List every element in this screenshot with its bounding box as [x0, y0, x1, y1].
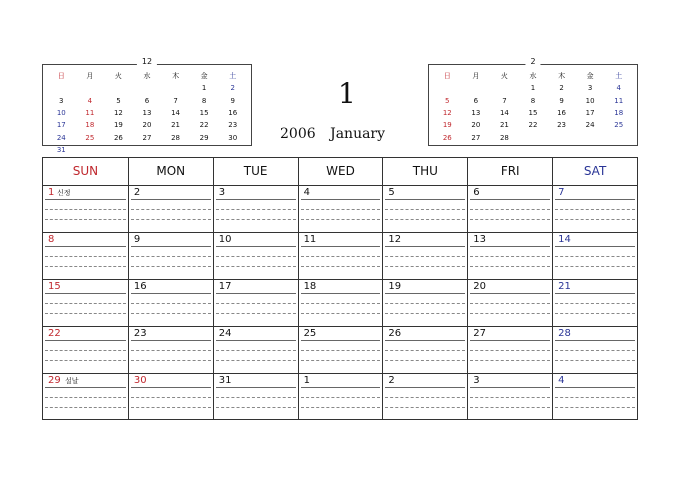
day-number: 1	[48, 187, 55, 198]
month-name-label: January	[330, 126, 386, 142]
writing-line	[555, 293, 635, 294]
day-cell[interactable]	[298, 327, 383, 373]
day-cell[interactable]	[213, 327, 298, 373]
day-number: 13	[473, 234, 487, 245]
mini-day: 21	[499, 121, 509, 130]
day-cell[interactable]	[382, 233, 467, 279]
writing-line	[131, 303, 211, 304]
prev-month-grid	[47, 70, 247, 154]
writing-line	[555, 256, 635, 257]
writing-line	[216, 199, 296, 200]
writing-line	[216, 246, 296, 247]
writing-line	[131, 387, 211, 388]
writing-line	[555, 350, 635, 351]
writing-line	[470, 387, 550, 388]
mini-day: 12	[113, 109, 123, 118]
writing-line	[216, 293, 296, 294]
day-number: 18	[303, 281, 317, 292]
mini-day: 7	[502, 96, 507, 105]
writing-line	[131, 209, 211, 210]
writing-line	[45, 266, 126, 267]
mini-weekday: 水	[143, 72, 151, 81]
writing-line	[131, 407, 211, 408]
writing-line	[385, 397, 465, 398]
day-cell[interactable]	[382, 374, 467, 419]
day-number: 14	[558, 234, 571, 245]
writing-line	[45, 303, 126, 304]
mini-day: 6	[144, 96, 150, 105]
writing-line	[555, 246, 635, 247]
day-cell[interactable]	[467, 280, 552, 326]
mini-day: 18	[85, 121, 95, 130]
mini-day: 20	[142, 121, 152, 130]
writing-line	[470, 407, 550, 408]
writing-line	[216, 407, 296, 408]
mini-day: 27	[142, 133, 152, 142]
day-header-mon: MON	[128, 158, 213, 185]
mini-day: 31	[56, 145, 66, 154]
writing-line	[301, 246, 381, 247]
writing-line	[301, 266, 381, 267]
day-cell[interactable]	[552, 374, 637, 419]
day-number: 4	[303, 187, 310, 198]
writing-line	[385, 360, 465, 361]
writing-line	[470, 397, 550, 398]
day-number: 29	[48, 375, 61, 386]
writing-line	[216, 350, 296, 351]
writing-line	[385, 199, 465, 200]
day-cell[interactable]	[43, 280, 128, 326]
mini-day: 7	[173, 96, 178, 105]
day-number: 23	[133, 328, 147, 339]
writing-line	[45, 256, 126, 257]
writing-line	[216, 360, 296, 361]
day-number: 2	[133, 187, 141, 198]
writing-line	[470, 199, 550, 200]
writing-line	[470, 303, 550, 304]
writing-line	[45, 199, 126, 200]
mini-day: 29	[199, 133, 209, 142]
mini-day: 1	[201, 84, 207, 93]
writing-line	[470, 350, 550, 351]
writing-line	[131, 397, 211, 398]
writing-line	[301, 256, 381, 257]
day-cell[interactable]	[382, 280, 467, 326]
mini-day: 5	[445, 96, 450, 105]
mini-day: 3	[59, 96, 64, 105]
day-cell[interactable]	[43, 233, 128, 279]
day-number: 8	[48, 234, 55, 245]
writing-line	[131, 219, 211, 220]
day-cell[interactable]	[128, 186, 213, 232]
year-label: 2006	[280, 126, 316, 142]
writing-line	[301, 293, 381, 294]
day-number: 22	[48, 328, 61, 339]
writing-line	[45, 209, 126, 210]
writing-line	[301, 199, 381, 200]
mini-day: 15	[199, 109, 209, 118]
mini-weekday: 月	[86, 72, 94, 81]
writing-line	[216, 256, 296, 257]
day-cell[interactable]	[552, 186, 637, 232]
day-header-sun: SUN	[72, 164, 99, 178]
writing-line	[131, 350, 211, 351]
mini-day: 2	[559, 84, 564, 93]
next-month-grid	[433, 70, 633, 143]
writing-line	[301, 387, 381, 388]
day-header-tue: TUE	[213, 158, 298, 185]
mini-weekday: 水	[529, 72, 537, 81]
writing-line	[470, 313, 550, 314]
day-cell[interactable]	[467, 374, 552, 419]
writing-line	[470, 293, 550, 294]
day-cell[interactable]	[467, 327, 552, 373]
holiday-note: 설날	[65, 377, 79, 385]
day-cell[interactable]	[43, 327, 128, 373]
mini-day: 25	[614, 121, 624, 130]
mini-weekday: 土	[615, 72, 623, 81]
day-cell[interactable]	[128, 374, 213, 419]
writing-line	[301, 219, 381, 220]
day-number: 25	[303, 328, 317, 339]
day-number: 30	[133, 375, 147, 386]
writing-line	[470, 266, 550, 267]
day-cell[interactable]	[213, 186, 298, 232]
writing-line	[385, 219, 465, 220]
mini-day: 14	[499, 109, 509, 118]
day-cell[interactable]	[213, 374, 298, 419]
writing-line	[45, 293, 126, 294]
mini-day: 10	[56, 109, 66, 118]
mini-day: 16	[228, 109, 238, 118]
writing-line	[470, 246, 550, 247]
day-number: 7	[558, 187, 565, 198]
day-cell[interactable]	[382, 327, 467, 373]
writing-line	[301, 407, 381, 408]
day-number: 10	[218, 234, 232, 245]
writing-line	[555, 313, 635, 314]
writing-line	[555, 266, 635, 267]
mini-day: 22	[528, 121, 538, 130]
mini-day: 8	[530, 96, 536, 105]
writing-line	[45, 313, 126, 314]
day-cell[interactable]	[298, 233, 383, 279]
writing-line	[470, 219, 550, 220]
day-number: 26	[388, 328, 402, 339]
day-header-row	[43, 158, 637, 186]
writing-line	[385, 407, 465, 408]
day-number: 20	[473, 281, 487, 292]
mini-day: 6	[473, 96, 479, 105]
next-month-label: 2	[525, 56, 540, 68]
writing-line	[470, 256, 550, 257]
week-row	[43, 374, 637, 419]
writing-line	[45, 397, 126, 398]
writing-line	[555, 360, 635, 361]
day-number: 31	[218, 375, 232, 386]
mini-day: 25	[85, 133, 95, 142]
writing-line	[555, 209, 635, 210]
day-cell[interactable]	[128, 233, 213, 279]
mini-day: 17	[585, 109, 595, 118]
mini-day: 15	[528, 109, 538, 118]
mini-day: 18	[614, 109, 624, 118]
day-number: 9	[133, 234, 141, 245]
writing-line	[45, 387, 126, 388]
writing-line	[470, 360, 550, 361]
mini-day: 9	[230, 96, 235, 105]
writing-line	[216, 219, 296, 220]
day-cell[interactable]	[467, 233, 552, 279]
writing-line	[470, 340, 550, 341]
writing-line	[385, 209, 465, 210]
day-cell[interactable]	[128, 327, 213, 373]
writing-line	[131, 360, 211, 361]
writing-line	[555, 199, 635, 200]
mini-day: 27	[471, 133, 481, 142]
day-cell[interactable]	[128, 280, 213, 326]
writing-line	[385, 313, 465, 314]
holiday-note: 신정	[57, 189, 71, 197]
day-number: 16	[133, 281, 147, 292]
writing-line	[45, 246, 126, 247]
mini-weekday: 木	[558, 72, 566, 81]
mini-day: 13	[471, 109, 481, 118]
mini-day: 3	[587, 84, 593, 93]
mini-day: 13	[142, 109, 152, 118]
day-number: 11	[303, 234, 317, 245]
mini-day: 12	[442, 109, 452, 118]
week-row	[43, 280, 637, 327]
writing-line	[216, 340, 296, 341]
mini-day: 8	[201, 96, 207, 105]
mini-weekday: 木	[172, 72, 180, 81]
mini-day: 1	[530, 84, 536, 93]
mini-day: 2	[230, 84, 235, 93]
day-cell[interactable]	[298, 280, 383, 326]
next-month-mini-calendar	[428, 57, 638, 146]
writing-line	[131, 246, 211, 247]
writing-line	[131, 313, 211, 314]
mini-day: 14	[171, 109, 181, 118]
mini-day: 17	[56, 121, 66, 130]
day-cell[interactable]	[298, 374, 383, 419]
day-header-sat: SAT	[552, 158, 637, 185]
week-row	[43, 186, 637, 233]
mini-day: 5	[116, 96, 121, 105]
writing-line	[385, 350, 465, 351]
mini-day: 23	[557, 121, 567, 130]
mini-weekday: 金	[586, 72, 594, 81]
mini-day: 26	[113, 133, 123, 142]
mini-day: 24	[585, 121, 595, 130]
writing-line	[385, 293, 465, 294]
prev-month-mini-calendar	[42, 57, 252, 154]
writing-line	[216, 313, 296, 314]
writing-line	[385, 266, 465, 267]
mini-weekday: 火	[500, 72, 508, 81]
main-calendar	[42, 157, 638, 420]
writing-line	[555, 387, 635, 388]
mini-day: 9	[559, 96, 564, 105]
day-number: 12	[388, 234, 402, 245]
mini-day: 24	[56, 133, 66, 142]
calendar-weeks	[43, 186, 637, 419]
writing-line	[45, 340, 126, 341]
writing-line	[385, 256, 465, 257]
writing-line	[385, 246, 465, 247]
day-cell[interactable]	[382, 186, 467, 232]
writing-line	[216, 397, 296, 398]
day-cell[interactable]	[43, 374, 128, 419]
year-month-title	[280, 124, 410, 144]
day-cell[interactable]	[213, 233, 298, 279]
day-cell[interactable]	[552, 233, 637, 279]
writing-line	[301, 340, 381, 341]
mini-day: 19	[442, 121, 452, 130]
writing-line	[45, 360, 126, 361]
writing-line	[131, 340, 211, 341]
day-number: 3	[473, 375, 480, 386]
writing-line	[45, 350, 126, 351]
mini-day: 11	[85, 109, 95, 118]
mini-day: 28	[499, 133, 509, 142]
day-number: 27	[473, 328, 487, 339]
week-row	[43, 233, 637, 280]
writing-line	[470, 209, 550, 210]
writing-line	[131, 293, 211, 294]
mini-day: 23	[228, 121, 238, 130]
mini-weekday: 火	[114, 72, 122, 81]
writing-line	[216, 303, 296, 304]
day-number: 21	[558, 281, 571, 292]
writing-line	[301, 397, 381, 398]
writing-line	[131, 199, 211, 200]
day-number: 17	[218, 281, 232, 292]
mini-day: 22	[199, 121, 209, 130]
day-cell[interactable]	[43, 186, 128, 232]
mini-weekday: 月	[472, 72, 480, 81]
writing-line	[131, 256, 211, 257]
week-row	[43, 327, 637, 374]
mini-weekday: 日	[57, 72, 65, 81]
mini-weekday: 土	[229, 72, 237, 81]
day-number: 15	[48, 281, 61, 292]
day-cell[interactable]	[298, 186, 383, 232]
mini-day: 19	[113, 121, 123, 130]
mini-day: 10	[585, 96, 595, 105]
writing-line	[555, 340, 635, 341]
writing-line	[555, 407, 635, 408]
day-number: 6	[473, 187, 480, 198]
mini-day: 20	[471, 121, 481, 130]
month-number: 1	[338, 77, 356, 110]
writing-line	[45, 219, 126, 220]
writing-line	[216, 387, 296, 388]
writing-line	[301, 209, 381, 210]
writing-line	[385, 340, 465, 341]
day-number: 19	[388, 281, 402, 292]
day-number: 5	[388, 187, 395, 198]
day-number: 4	[558, 375, 565, 386]
prev-month-label: 12	[137, 56, 157, 68]
writing-line	[301, 313, 381, 314]
day-number: 28	[558, 328, 571, 339]
day-number: 2	[388, 375, 395, 386]
day-header-thu: THU	[382, 158, 467, 185]
mini-weekday: 金	[200, 72, 208, 81]
day-cell[interactable]	[552, 327, 637, 373]
day-number: 3	[218, 187, 226, 198]
writing-line	[555, 219, 635, 220]
writing-line	[385, 387, 465, 388]
mini-day: 11	[614, 96, 624, 105]
writing-line	[45, 407, 126, 408]
mini-weekday: 日	[443, 72, 451, 81]
mini-day: 30	[228, 133, 238, 142]
mini-day: 21	[171, 121, 181, 130]
mini-day: 4	[616, 84, 621, 93]
mini-day: 26	[442, 133, 452, 142]
writing-line	[301, 360, 381, 361]
writing-line	[385, 303, 465, 304]
writing-line	[216, 209, 296, 210]
writing-line	[301, 350, 381, 351]
mini-day: 4	[87, 96, 93, 105]
writing-line	[131, 266, 211, 267]
writing-line	[555, 303, 635, 304]
day-cell[interactable]	[552, 280, 637, 326]
day-header-fri: FRI	[467, 158, 552, 185]
day-header-wed: WED	[298, 158, 383, 185]
day-number: 1	[303, 375, 310, 386]
day-cell[interactable]	[213, 280, 298, 326]
writing-line	[555, 397, 635, 398]
mini-day: 16	[557, 109, 567, 118]
day-number: 24	[218, 328, 232, 339]
mini-day: 28	[171, 133, 181, 142]
day-cell[interactable]	[467, 186, 552, 232]
writing-line	[216, 266, 296, 267]
writing-line	[301, 303, 381, 304]
